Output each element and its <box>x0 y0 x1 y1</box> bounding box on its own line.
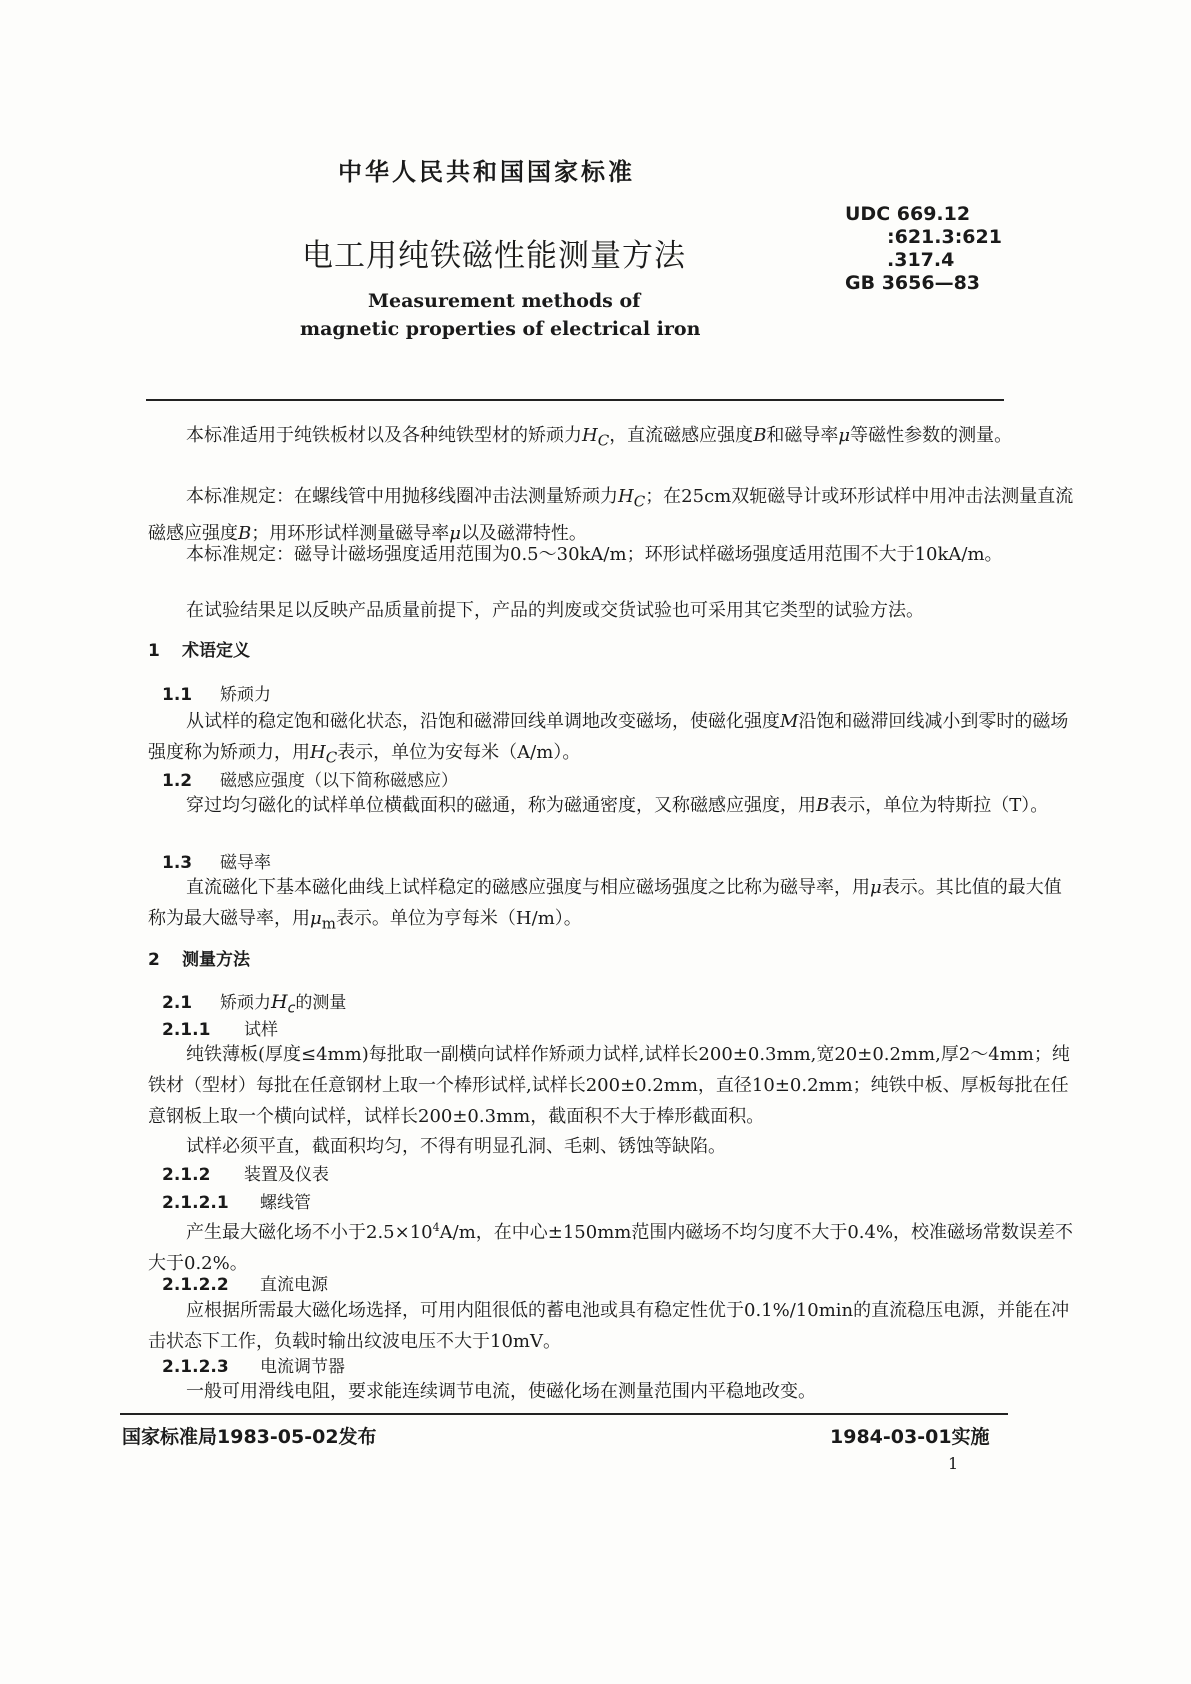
section-2-1-2-1-text: 产生最大磁化场不小于$2.5\times 10^4A/m$，在中心±150mm范围内磁场不均匀度不大于0.4%，校准磁场常数误差不大于0.2%。 <box>148 1221 1074 1274</box>
document-title-en-line2: magnetic properties of electrical iron <box>300 318 701 340</box>
issue-date: 国家标准局1983-05-02发布 <box>122 1426 377 1448</box>
udc-line-2: :621.3:621 <box>887 226 1002 248</box>
section-1-2-text: 穿过均匀磁化的试样单位横截面积的磁通，称为磁通密度，又称磁感应强度，用B表示，单位为特斯拉（T）。 <box>186 795 1049 816</box>
section-1-2-heading: 1.2 磁感应强度（以下简称磁感应） <box>162 771 458 791</box>
section-2-1-2-1-heading: 2.1.2.1 螺线管 <box>162 1193 311 1213</box>
udc-line-3: .317.4 <box>887 249 955 271</box>
section-2-1-2-3-heading: 2.1.2.3 电流调节器 <box>162 1357 345 1377</box>
page-number: 1 <box>948 1454 959 1473</box>
section-2-heading: 2 测量方法 <box>148 950 250 970</box>
footer-divider <box>120 1413 1008 1415</box>
section-2-1-2-2-text: 应根据所需最大磁化场选择，可用内阻很低的蓄电池或具有稳定性优于0.1%/10min的直流稳压电源，并能在冲击状态下工作，负载时输出纹波电压不大于10mV。 <box>148 1300 1070 1352</box>
section-1-1-heading: 1.1 矫顽力 <box>162 685 271 705</box>
section-1-heading: 1 术语定义 <box>148 641 250 661</box>
udc-code-block <box>845 203 1002 295</box>
document-title-en-line1: Measurement methods of <box>368 290 641 312</box>
section-1-3-text: 直流磁化下基本磁化曲线上试样稳定的磁感应强度与相应磁场强度之比称为磁导率，用μ表示。其比值的最大值称为最大磁导率，用$\mu_m$表示。单位为亨每米（H/m）。 <box>148 877 1062 933</box>
section-2-1-heading: 2.1 矫顽力$H_c$的测量 <box>162 991 347 1017</box>
gb-number: GB 3656—83 <box>845 272 981 294</box>
section-2-1-1-text-2: 试样必须平直，截面积均匀，不得有明显孔洞、毛刺、锈蚀等缺陷。 <box>186 1136 726 1157</box>
header-divider <box>146 399 1004 401</box>
section-1-3-heading: 1.3 磁导率 <box>162 853 271 873</box>
intro-paragraph-3: 本标准规定：磁导计磁场强度适用范围为0.5～30kA/m；环形试样磁场强度适用范围不大于10kA/m。 <box>186 544 1003 565</box>
section-2-1-2-3-text: 一般可用滑线电阻，要求能连续调节电流，使磁化场在测量范围内平稳地改变。 <box>186 1381 816 1402</box>
section-2-1-2-heading: 2.1.2 装置及仪表 <box>162 1165 329 1185</box>
document-title-cn: 电工用纯铁磁性能测量方法 <box>302 238 686 274</box>
section-2-1-1-heading: 2.1.1 试样 <box>162 1020 278 1040</box>
intro-paragraph-2: 本标准规定：在螺线管中用抛移线圈冲击法测量矫顽力$H_C$；在25cm双轭磁导计或环形试样中用冲击法测量直流磁感应强度B；用环形试样测量磁导率μ以及磁滞特性。 <box>148 486 1074 544</box>
section-2-1-2-2-heading: 2.1.2.2 直流电源 <box>162 1275 328 1295</box>
intro-paragraph-1: 本标准适用于纯铁板材以及各种纯铁型材的矫顽力$H_C$，直流磁感应强度B和磁导率μ等磁性参数的测量。 <box>186 425 1013 450</box>
intro-paragraph-4: 在试验结果足以反映产品质量前提下，产品的判废或交货试验也可采用其它类型的试验方法。 <box>186 600 924 621</box>
section-2-1-1-text: 纯铁薄板(厚度≤4mm)每批取一副横向试样作矫顽力试样,试样长200±0.3mm,宽20±0.2mm,厚2～4mm；纯铁材（型材）每批在任意钢材上取一个棒形试样,试样长200±0.2mm，直径10±0.2mm；纯铁中板、厚板每批在任意钢板上取一个横向试样，试样长200±0.3mm，截面积不大于棒形截面积。 <box>148 1044 1070 1127</box>
national-standard-heading: 中华人民共和国国家标准 <box>338 158 635 186</box>
effective-date: 1984-03-01实施 <box>830 1426 990 1448</box>
udc-line-1: UDC 669.12 <box>845 203 971 225</box>
section-1-1-text: 从试样的稳定饱和磁化状态，沿饱和磁滞回线单调地改变磁场，使磁化强度M沿饱和磁滞回线减小到零时的磁场强度称为矫顽力，用$H_C$表示，单位为安每米（A/m）。 <box>148 711 1069 767</box>
